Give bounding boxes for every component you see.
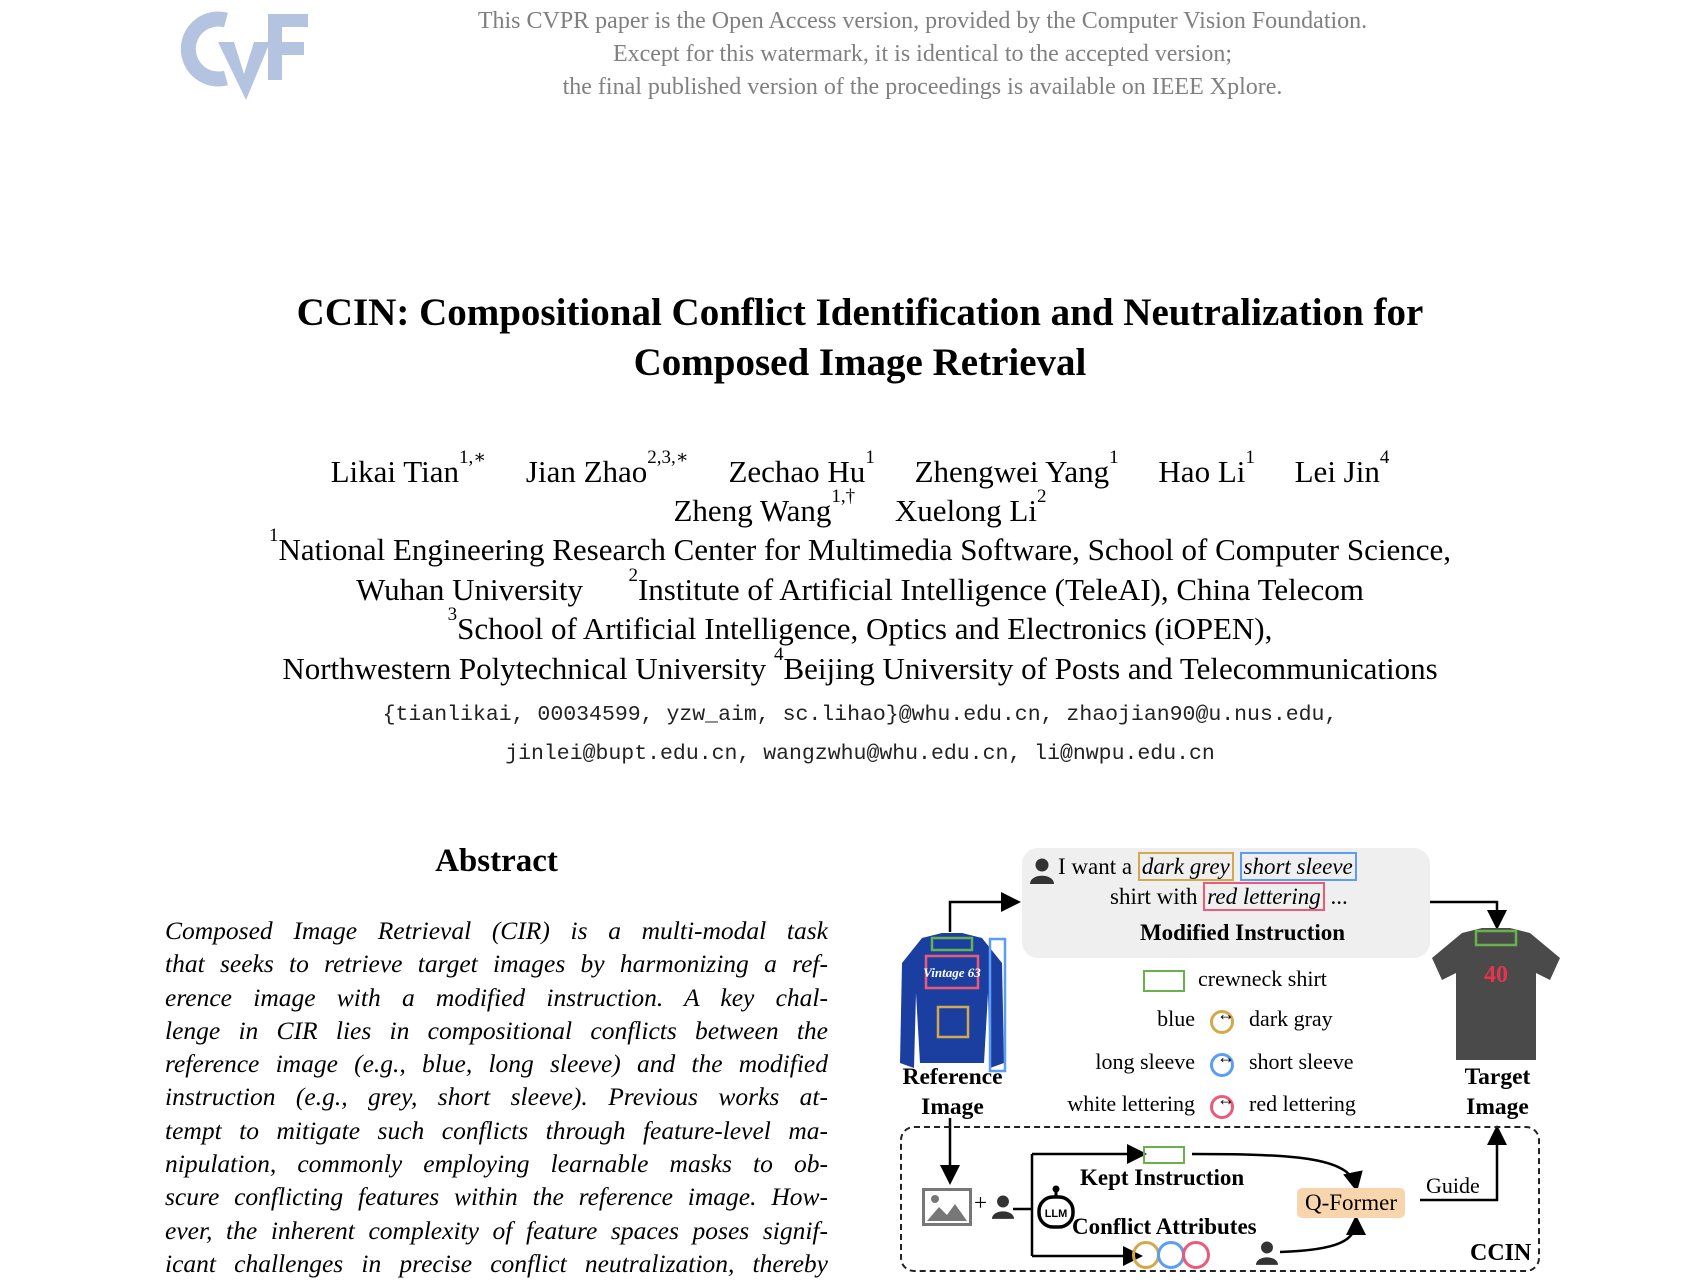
legend-to: short sleeve: [1249, 1049, 1354, 1074]
user-icon: [1030, 858, 1054, 884]
abstract-line: reference image (e.g., blue, long sleeve) and the modified: [165, 1049, 828, 1079]
abstract-line: instruction (e.g., grey, short sleeve). Previous works at-: [165, 1082, 828, 1112]
affiliation-2: $^2$Institute of Artificial Intelligence (TeleAI), China Telecom: [628, 564, 1364, 607]
conflict-ring-sleeve: [1157, 1241, 1185, 1269]
user-icon: [992, 1194, 1014, 1220]
guide-label: Guide: [1426, 1173, 1480, 1198]
swap-arrow-icon: ↔: [1217, 1089, 1235, 1109]
abstract-line: ever, the inherent complexity of feature spaces poses signif-: [165, 1215, 828, 1245]
kept-attribute-swatch: [1143, 970, 1185, 992]
legend-to: red lettering: [1249, 1091, 1356, 1116]
highlight-dark-grey: dark grey: [1138, 852, 1234, 881]
author-list: [100, 447, 1620, 530]
kept-instruction-swatch: [1143, 1146, 1185, 1164]
q-former-block: Q-Former: [1297, 1188, 1405, 1218]
abstract-line: erence image with a modified instruction. A key chal-: [165, 982, 828, 1012]
author: Zechao Hu$^1$: [728, 447, 875, 489]
instruction-line-2: shirt with red lettering ...: [1110, 884, 1348, 909]
legend-from: long sleeve: [1095, 1049, 1195, 1074]
email-line-2: jinlei@bupt.edu.cn, wangzwhu@whu.edu.cn, li@nwpu.edu.cn: [505, 742, 1215, 766]
title-line-1: CCIN: Compositional Conflict Identification and Neutralization for: [296, 291, 1424, 334]
target-shirt-image: [1432, 928, 1562, 1063]
swap-arrow-icon: ↔: [1217, 1047, 1235, 1067]
kept-instruction-label: Kept Instruction: [1080, 1165, 1245, 1190]
reference-image-label: Reference Image: [902, 1064, 1003, 1120]
abstract-line: that seeks to retrieve target images by harmonizing a ref-: [165, 949, 828, 979]
svg-text:40: 40: [1484, 962, 1508, 988]
llm-robot-icon: [1036, 1185, 1076, 1231]
email-line-1: {tianlikai, 00034599, yzw_aim, sc.lihao}@whu.edu.cn, zhaojian90@u.nus.edu,: [382, 703, 1338, 727]
abstract-body: [165, 914, 828, 1280]
author: Jian Zhao$^{2,3,∗}$: [525, 447, 689, 489]
highlight-red-lettering: red lettering: [1203, 882, 1324, 911]
svg-text:Vintage 63: Vintage 63: [923, 965, 981, 980]
ccin-module-label: CCIN: [1470, 1240, 1532, 1266]
abstract-line: lenge in CIR lies in compositional conflicts between the: [165, 1015, 828, 1045]
author: Lei Jin$^4$: [1294, 447, 1390, 489]
image-icon: [922, 1188, 972, 1226]
affiliation-4: $^4$Beijing University of Posts and Telecommunications: [773, 643, 1438, 686]
legend-to: dark gray: [1249, 1006, 1333, 1031]
abstract-line: scure conflicting features within the reference image. How-: [165, 1182, 828, 1212]
legend-from: white lettering: [1067, 1091, 1195, 1116]
watermark-line-2: Except for this watermark, it is identical to the accepted version;: [612, 41, 1233, 67]
instruction-line-1: I want a dark grey short sleeve: [1058, 854, 1357, 880]
author: Zheng Wang$^{1,\dagger}$: [673, 486, 856, 528]
abstract-heading: Abstract: [435, 843, 558, 879]
legend-kept-label: crewneck shirt: [1198, 966, 1327, 991]
highlight-short-sleeve: short sleeve: [1240, 852, 1357, 881]
cvf-logo-icon: [188, 12, 310, 98]
conflict-attributes-label: Conflict Attributes: [1072, 1214, 1257, 1239]
affiliations: [100, 525, 1620, 688]
target-image-label: Target Image: [1464, 1064, 1531, 1120]
affiliation-1: $^1$National Engineering Research Center for Multimedia Software, School of Computer Science,: [269, 525, 1451, 567]
affiliation-3: $^3$School of Artificial Intelligence, Optics and Electronics (iOPEN),: [447, 604, 1273, 646]
author: Likai Tian$^{1,∗}$: [330, 447, 487, 489]
abstract-line: nipulation, commonly employing learnable masks to ob-: [165, 1149, 828, 1179]
conflict-ring-color: [1132, 1241, 1160, 1269]
legend-from: blue: [1157, 1006, 1195, 1031]
abstract-line: Composed Image Retrieval (CIR) is a multi-modal task: [165, 916, 828, 945]
affiliation-3-cont: Northwestern Polytechnical University: [282, 650, 767, 686]
author: Zhengwei Yang$^1$: [914, 447, 1119, 489]
title-line-2: Composed Image Retrieval: [633, 341, 1087, 384]
author: Hao Li$^1$: [1158, 447, 1255, 489]
swap-arrow-icon: ↔: [1217, 1004, 1235, 1024]
paper-title: [100, 288, 1620, 388]
watermark-line-3: the final published version of the proceedings is available on IEEE Xplore.: [562, 74, 1283, 100]
affiliation-1-cont: Wuhan University: [356, 571, 583, 607]
abstract-line: tempt to mitigate such conflicts through feature-level ma-: [165, 1115, 828, 1145]
plus-sign: +: [974, 1190, 987, 1215]
modified-instruction-label: Modified Instruction: [1139, 920, 1346, 945]
svg-text:LLM: LLM: [1044, 1208, 1068, 1220]
author: Xuelong Li$^2$: [894, 486, 1047, 528]
author-emails: [100, 696, 1620, 774]
user-icon: [1256, 1240, 1278, 1266]
figure-1: [880, 840, 1580, 1275]
watermark-line-1: This CVPR paper is the Open Access version, provided by the Computer Vision Foundation.: [477, 8, 1368, 34]
abstract-line: icant challenges in precise conflict neutralization, thereby: [165, 1248, 828, 1278]
conflict-ring-lettering: [1182, 1241, 1210, 1269]
